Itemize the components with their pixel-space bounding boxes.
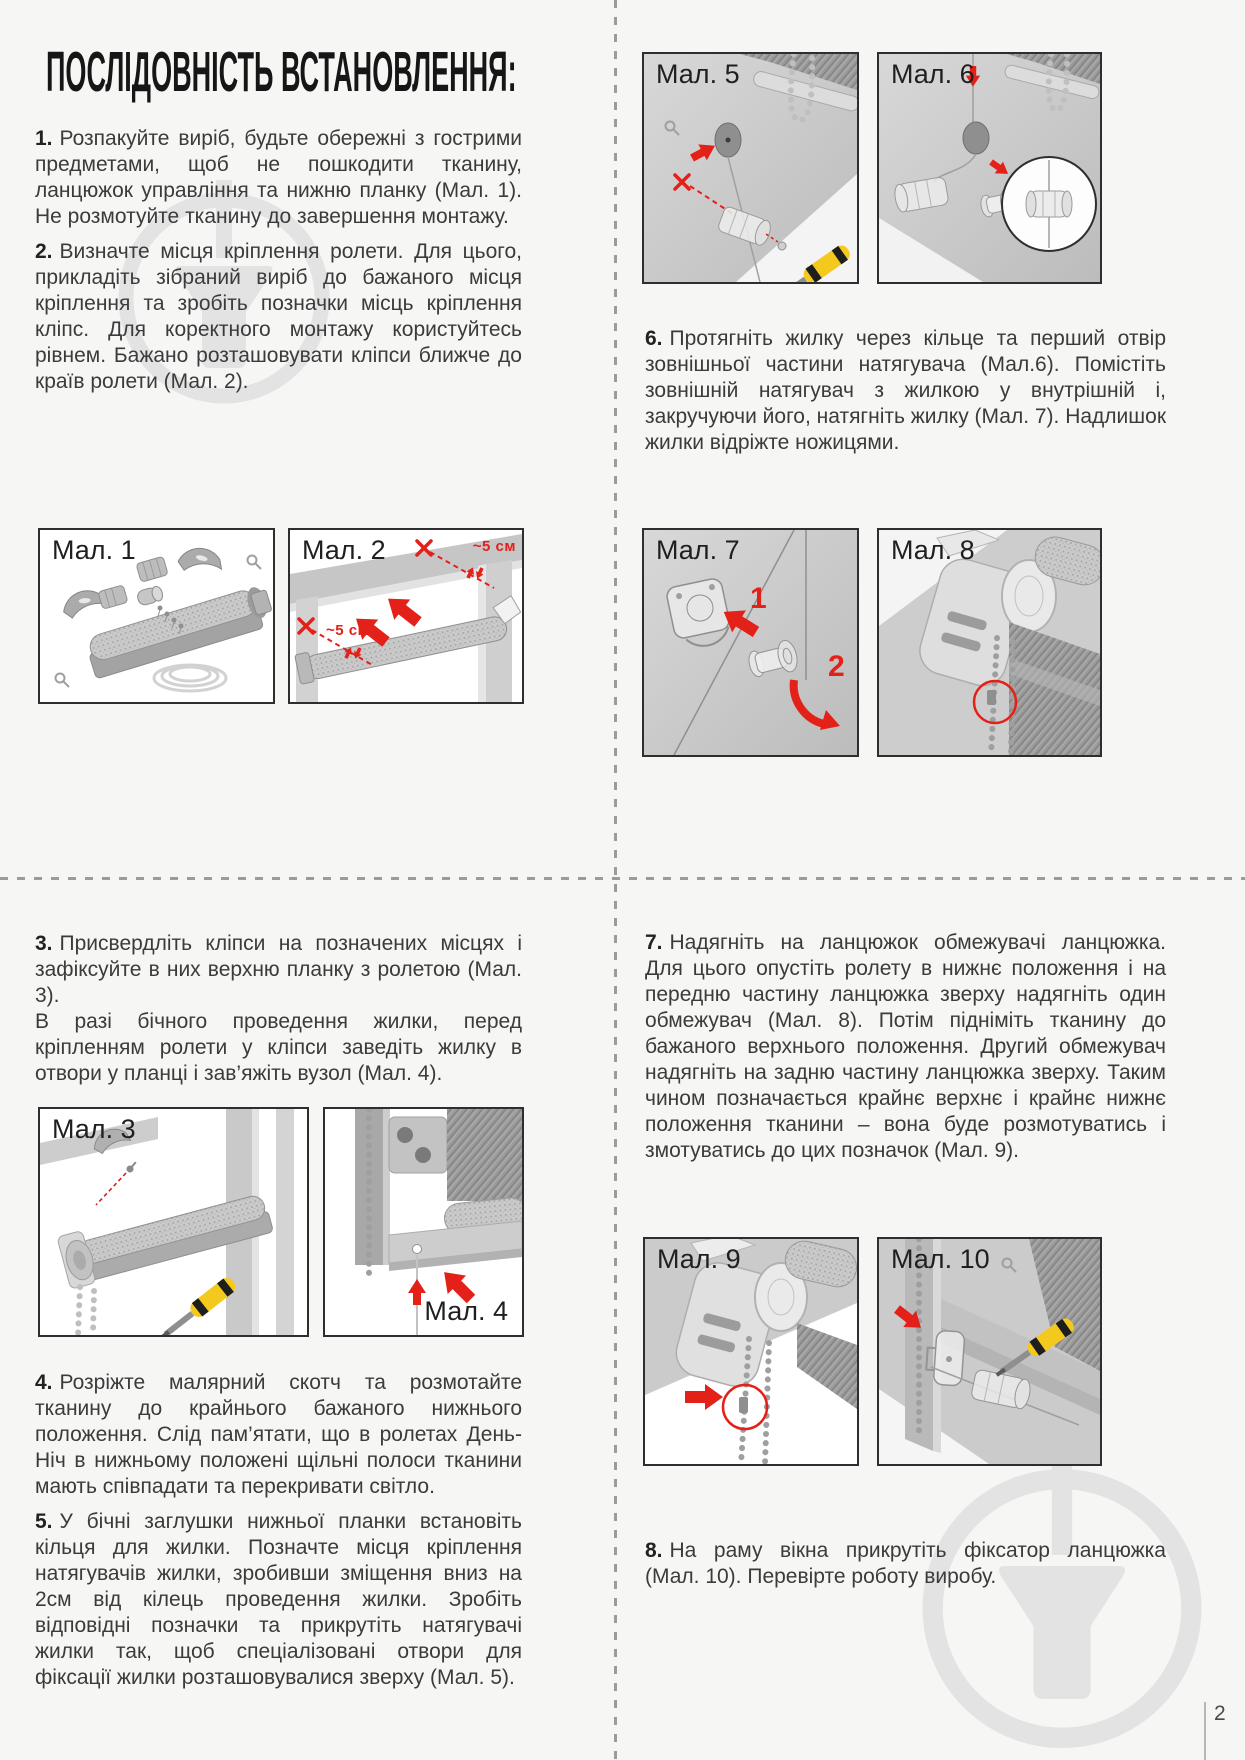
figure-1-label: Мал. 1 bbox=[52, 535, 136, 565]
figure-7 bbox=[642, 528, 859, 757]
figure-10 bbox=[877, 1237, 1102, 1466]
figure-5 bbox=[642, 52, 859, 284]
page-title: ПОСЛІДОВНІСТЬ ВСТАНОВЛЕННЯ: bbox=[46, 41, 517, 104]
steps-1-2 bbox=[35, 126, 522, 404]
callout-1: 1 bbox=[750, 582, 767, 615]
page-number-divider bbox=[1204, 1702, 1206, 1760]
step-7: 7. Надягніть на ланцюжок обмежувачі ланцюжка. Для цього опустіть ролету в нижнє положення і на передню частину ланцюжка зверху надягніть один обмежувач (Мал. 8). Потім підніміть тканину до бажаного верхнього положення. Другий обмежувач надягніть на задню частину ланцюжка зверху. Таким чином позначається крайнє верхнє і крайнє нижнє положення тканини – вона буде розмотуватись і змотуватись до цих позначок (Мал. 9). bbox=[645, 931, 1166, 1162]
step-5: 5. У бічні заглушки нижньої планки встановіть кільця для жилки. Позначте місця кріплення натягувачів жилки, зробивши зміщення вниз на 2см від кілець проведення жилки. Зробіть відповідні позначки та прикрутіть натягувачі жилки так, щоб спеціалізовані отвори для фіксації жилки розташовувалися зверху (Мал. 5). bbox=[35, 1510, 522, 1689]
measure-5cm-left: ~5 см bbox=[326, 622, 370, 639]
step-3b: В разі бічного проведення жилки, перед кріпленням ролети у кліпси заведіть жилку в отвори у планці і зав’яжіть вузол (Мал. 4). bbox=[35, 1010, 522, 1085]
figure-3 bbox=[38, 1107, 309, 1337]
steps-4-5 bbox=[35, 1370, 522, 1700]
step-2: 2. Визначте місця кріплення ролети. Для цього, прикладіть зібраний виріб до бажаного місця кріплення та зробіть позначки місць кріплення кліпс. Для коректного монтажу користуйтесь рівнем. Бажано розташовувати кліпси ближче до країв ролети (Мал. 2). bbox=[35, 240, 522, 393]
figure-10-label: Мал. 10 bbox=[891, 1244, 990, 1274]
figure-3-label: Мал. 3 bbox=[52, 1114, 136, 1144]
brand-watermark bbox=[892, 1446, 1232, 1760]
page-number: 2 bbox=[1214, 1702, 1226, 1725]
figure-8 bbox=[877, 528, 1102, 757]
step-7-block bbox=[645, 930, 1166, 1173]
step-8-block bbox=[645, 1538, 1166, 1599]
fold-line-horizontal bbox=[0, 877, 1245, 880]
figure-2 bbox=[288, 528, 524, 704]
measure-5cm-top: ~5 см bbox=[472, 538, 516, 555]
figure-9 bbox=[643, 1237, 859, 1466]
figure-8-label: Мал. 8 bbox=[891, 535, 975, 565]
steps-3-block bbox=[35, 931, 522, 1096]
figure-4-label: Мал. 4 bbox=[424, 1296, 508, 1326]
figure-1 bbox=[38, 528, 275, 704]
figure-6 bbox=[877, 52, 1102, 284]
step-6-block bbox=[645, 326, 1166, 465]
figure-6-label: Мал. 6 bbox=[891, 59, 975, 89]
callout-2: 2 bbox=[828, 650, 845, 683]
step-8: 8. На раму вікна прикрутіть фіксатор ланцюжка (Мал. 10). Перевірте роботу виробу. bbox=[645, 1539, 1166, 1588]
step-4: 4. Розріжте малярний скотч та розмотайте тканину до крайнього бажаного нижнього положення. Слід пам’ятати, що в ролетах День-Ніч в нижньому положені щільні полоси тканини мають співпадати та перекривати світло. bbox=[35, 1371, 522, 1498]
figure-2-label: Мал. 2 bbox=[302, 535, 386, 565]
figure-4 bbox=[323, 1107, 524, 1337]
step-3: 3. Присвердліть кліпси на позначених місцях і зафіксуйте в них верхню планку з ролетою (Мал. 3). bbox=[35, 932, 522, 1007]
step-1: 1. Розпакуйте виріб, будьте обережні з гострими предметами, щоб не пошкодити тканину, ланцюжок управління та нижню планку (Мал. 1). Не розмотуйте тканину до завершення монтажу. bbox=[35, 127, 522, 228]
figure-7-label: Мал. 7 bbox=[656, 535, 740, 565]
figure-9-label: Мал. 9 bbox=[657, 1244, 741, 1274]
fold-line-vertical bbox=[614, 0, 617, 1760]
step-6: 6. Протягніть жилку через кільце та перший отвір зовнішньої частини натягувача (Мал.6). Помістіть зовнішній натягувач з жилкою у внутрішній і, закручуючи його, натягніть жилку (Мал. 7). Надлишок жилки відріжте ножицями. bbox=[645, 327, 1167, 454]
figure-5-label: Мал. 5 bbox=[656, 59, 740, 89]
